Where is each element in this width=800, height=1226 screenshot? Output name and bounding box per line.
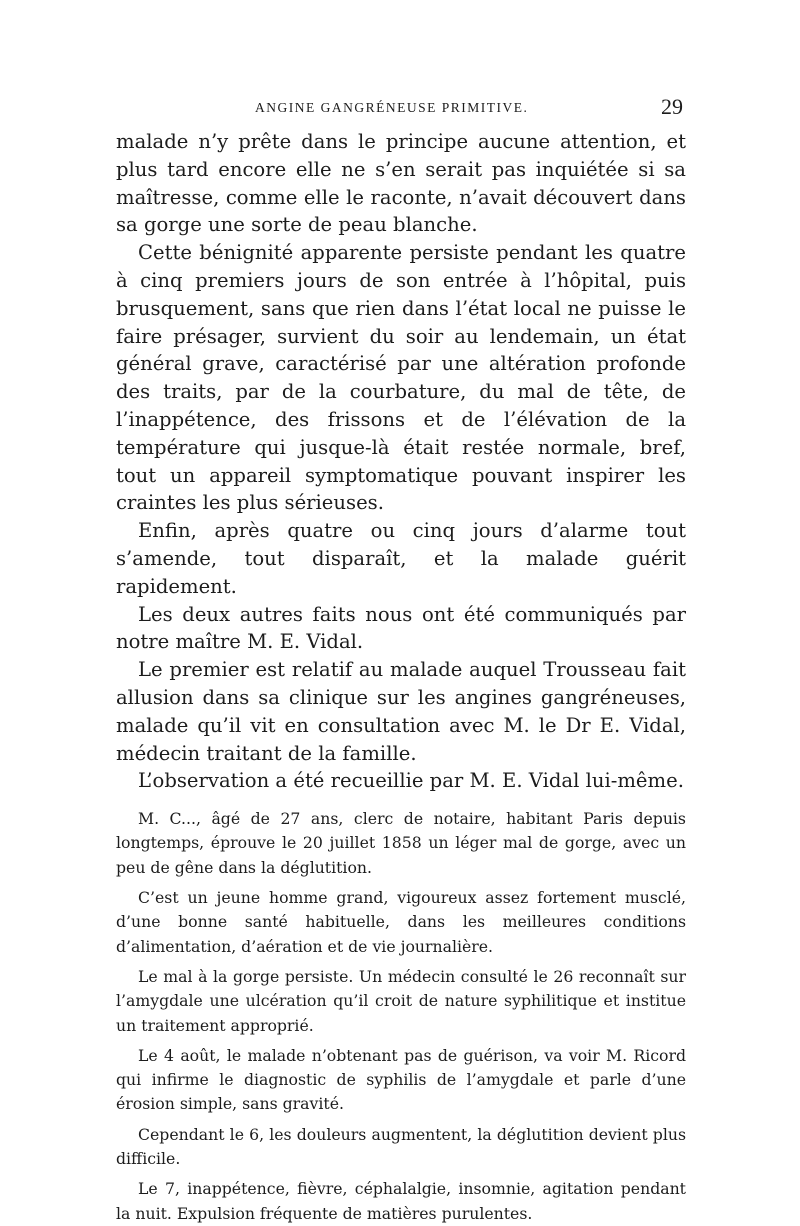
paragraph: Le premier est relatif au malade auquel Trousseau fait allusion dans sa clinique sur les angines gangréneuses, malade qu’il vit en consultation avec M. le Dr E. Vidal, médecin traitant de la famille. — [116, 658, 686, 765]
paragraph: Cette bénignité apparente persiste pendant les quatre à cinq premiers jours de son entrée à l’hôpital, puis brusquement, sans que rien dans l’état local ne puisse le faire présager, survient du soir au lendemain, un état général grave, caractérisé par une altération profonde des traits, par de la courbature, du mal de tête, de l’inappétence, des frissons et de l’élévation de la température qui jusque-là était restée normale, bref, tout un appareil symptomatique pouvant inspirer les craintes les plus sérieuses. — [116, 241, 686, 515]
observation-paragraph: M. C..., âgé de 27 ans, clerc de notaire, habitant Paris depuis longtemps, éprouve le 20 juillet 1858 un léger mal de gorge, avec un peu de gêne dans la déglutition. — [116, 809, 686, 877]
page-text — [116, 128, 686, 1226]
running-title: ANGINE GANGRÉNEUSE PRIMITIVE. — [255, 100, 529, 115]
page-number: 29 — [661, 94, 683, 119]
observation-text — [116, 807, 686, 1226]
paragraph: Enfin, après quatre ou cinq jours d’alarme tout s’amende, tout disparaît, et la malade guérit rapidement. — [116, 519, 686, 598]
observation-paragraph: Le 7, inappétence, fièvre, céphalalgie, insomnie, agitation pendant la nuit. Expulsion fréquente de matières purulentes. — [116, 1179, 686, 1223]
paragraph: Les deux autres faits nous ont été communiqués par notre maître M. E. Vidal. — [116, 602, 686, 654]
main-text — [116, 128, 686, 795]
paragraph: L’observation a été recueillie par M. E. Vidal lui-même. — [138, 769, 684, 793]
paragraph: malade n’y prête dans le principe aucune attention, et plus tard encore elle ne s’en serait pas inquiétée si sa maîtresse, comme elle le raconte, n’avait découvert dans sa gorge une sorte de peau blanche. — [116, 130, 686, 237]
observation-paragraph: Le 4 août, le malade n’obtenant pas de guérison, va voir M. Ricord qui infirme le diagnostic de syphilis de l’amygdale et parle d’une érosion simple, sans gravité. — [116, 1045, 686, 1114]
page-header — [115, 94, 685, 122]
observation-paragraph: Cependant le 6, les douleurs augmentent, la déglutition devient plus difficile. — [116, 1124, 686, 1168]
observation-paragraph: C’est un jeune homme grand, vigoureux assez fortement musclé, d’une bonne santé habituelle, dans les meilleures conditions d’alimentation, d’aération et de vie journalière. — [116, 888, 686, 956]
observation-paragraph: Le mal à la gorge persiste. Un médecin consulté le 26 reconnaît sur l’amygdale une ulcération qu’il croit de nature syphilitique et institue un traitement approprié. — [116, 966, 686, 1035]
